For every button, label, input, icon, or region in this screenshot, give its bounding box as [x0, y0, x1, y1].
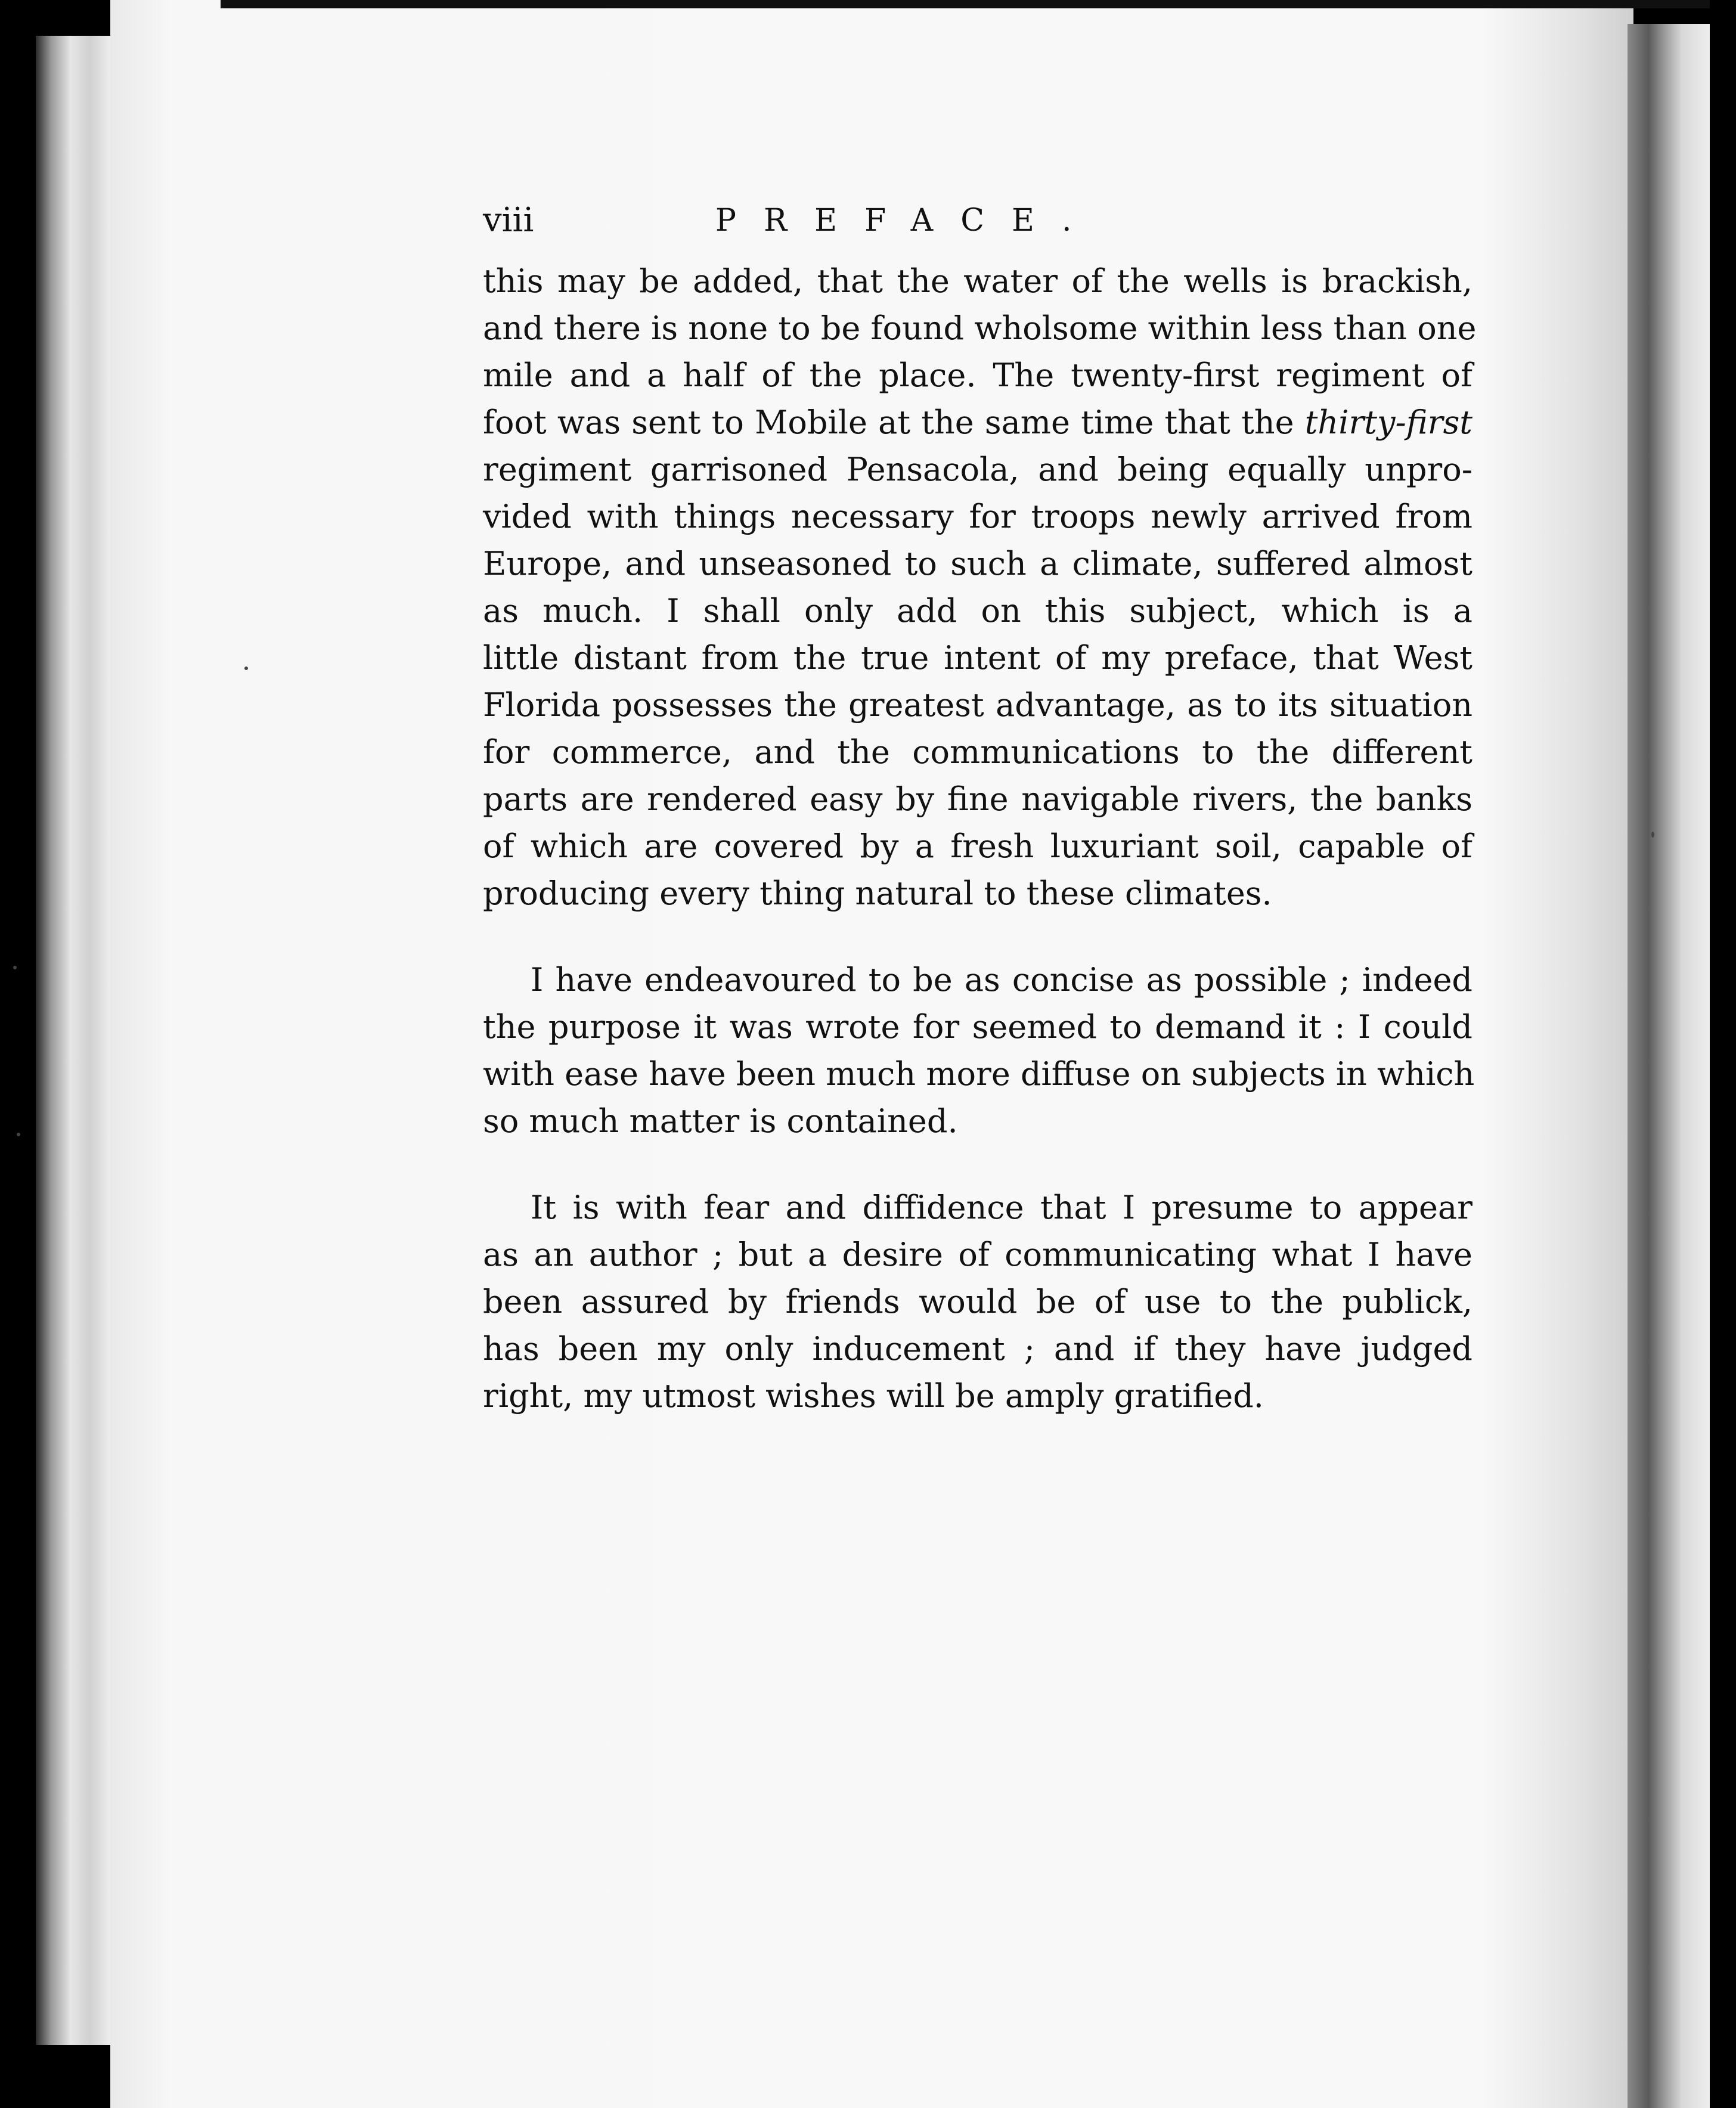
text-line: regiment garrisoned Pensacola, and being equally unpro-: [483, 451, 1472, 488]
scan-border-right: [1710, 0, 1736, 2108]
paragraph-gap: [483, 917, 1472, 956]
page-top-shadow: [221, 0, 1736, 8]
running-head-title: PREFACE.: [715, 203, 1099, 238]
text-line: I have endeavoured to be as concise as possible ; indeed: [531, 961, 1472, 999]
book-left-edge: [36, 36, 113, 2045]
text-line: for commerce, and the communications to the different: [483, 733, 1472, 771]
page-number: viii: [483, 201, 534, 240]
paragraph-2: [483, 956, 1475, 1145]
text-line: the purpose it was wrote for seemed to demand it : I could: [483, 1008, 1472, 1046]
text-line: of which are covered by a fresh luxuriant soil, capable of: [483, 827, 1472, 865]
text-line: Europe, and unseasoned to such a climate, suffered almost: [483, 545, 1472, 582]
paragraph-3: [483, 1184, 1472, 1419]
text-line: has been my only inducement ; and if they have judged: [483, 1330, 1472, 1368]
text-line: this may be added, that the water of the wells is brackish,: [483, 262, 1472, 300]
text-line: mile and a half of the place. The twenty-first regiment of: [483, 356, 1472, 394]
text-line: It is with fear and diffidence that I presume to appear: [531, 1189, 1472, 1226]
text-line: so much matter is contained.: [483, 1102, 958, 1140]
line-roman-part: foot was sent to Mobile at the same time that the: [483, 404, 1305, 441]
paper-speck: [1651, 832, 1654, 838]
text-line: as an author ; but a desire of communicating what I have: [483, 1236, 1472, 1273]
text-line: been assured by friends would be of use to the publick,: [483, 1283, 1472, 1320]
paper-speck: [17, 1133, 20, 1136]
text-line: and there is none to be found wholsome within less than one: [483, 309, 1477, 347]
text-line: little distant from the true intent of my preface, that West: [483, 639, 1472, 677]
paragraph-gap: [483, 1145, 1472, 1184]
text-line: vided with things necessary for troops newly arrived from: [483, 498, 1472, 535]
text-line: Florida possesses the greatest advantage, as to its situation: [483, 686, 1472, 724]
italic-phrase: thirty-first: [1304, 404, 1472, 441]
text-line: with ease have been much more diffuse on subjects in which: [483, 1055, 1475, 1093]
text-block: [483, 197, 1477, 1419]
text-line: producing every thing natural to these climates.: [483, 875, 1272, 912]
paper-speck: [13, 966, 17, 969]
book-gutter-shadow: [1628, 24, 1711, 2108]
running-head: [483, 197, 1472, 244]
paper-speck: [244, 666, 248, 670]
text-line: as much. I shall only add on this subject, which is a: [483, 592, 1472, 630]
paragraph-1: [483, 258, 1477, 917]
text-line: parts are rendered easy by fine navigable rivers, the banks: [483, 780, 1472, 818]
text-line-with-italic: [483, 399, 1472, 446]
text-line: right, my utmost wishes will be amply gratified.: [483, 1377, 1264, 1415]
